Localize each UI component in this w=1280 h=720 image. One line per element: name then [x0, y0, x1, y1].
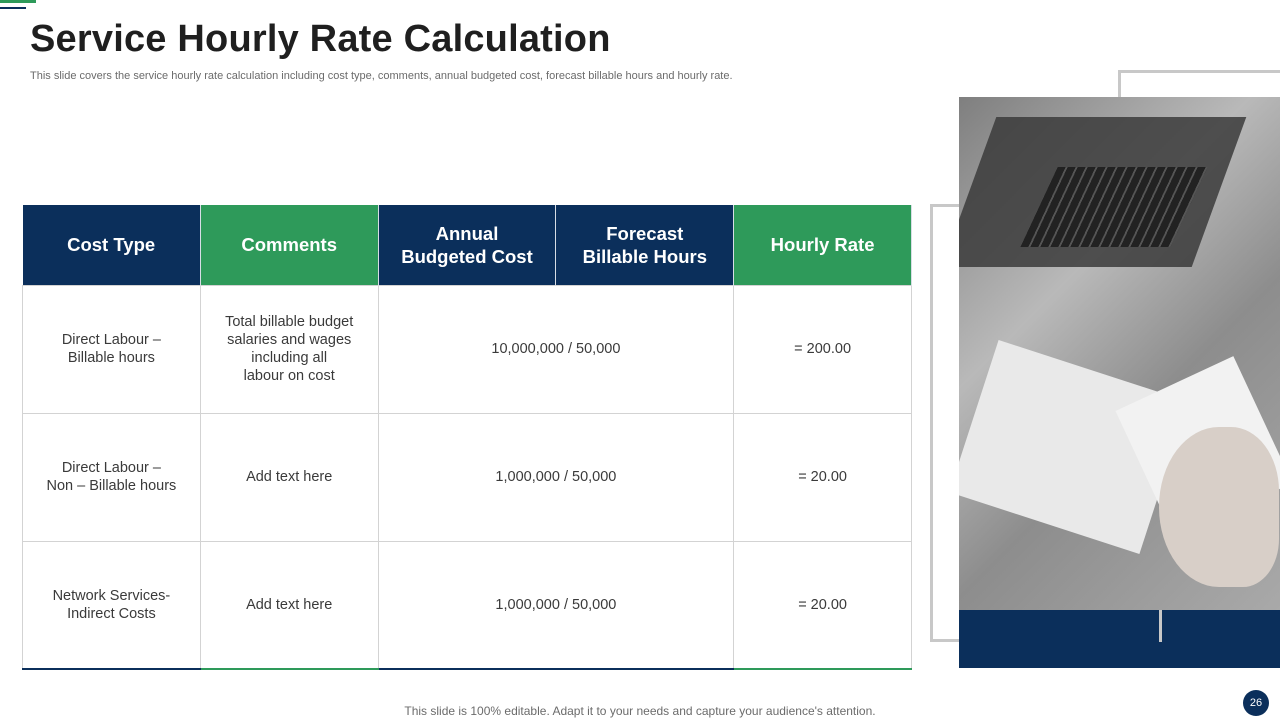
cell-comments: Total billable budget salaries and wages including all labour on cost — [200, 285, 378, 413]
footer-note: This slide is 100% editable. Adapt it to your needs and capture your audience's attention. — [404, 704, 876, 718]
cell-cost-type: Direct Labour – Billable hours — [23, 285, 201, 413]
navy-accent-block — [959, 610, 1280, 668]
table-header-row — [23, 205, 912, 285]
header-comments: Comments — [200, 205, 378, 285]
table-row — [23, 541, 912, 669]
rate-table — [22, 205, 912, 670]
accent-line-navy — [0, 7, 26, 9]
header-cost-type: Cost Type — [23, 205, 201, 285]
cell-cost-type: Network Services- Indirect Costs — [23, 541, 201, 669]
cell-calculation: 1,000,000 / 50,000 — [378, 413, 734, 541]
cell-comments: Add text here — [200, 413, 378, 541]
decorative-frame-top — [1118, 70, 1280, 98]
page-subtitle: This slide covers the service hourly rate calculation including cost type, comments, annual budgeted cost, forecast billable hours and hourly rate. — [30, 70, 733, 82]
cell-hourly-rate: = 20.00 — [734, 413, 912, 541]
table-row — [23, 413, 912, 541]
header-hourly-rate: Hourly Rate — [734, 205, 912, 285]
header-forecast-billable-hours: Forecast Billable Hours — [556, 205, 734, 285]
office-desk-photo — [959, 97, 1280, 610]
cell-calculation: 1,000,000 / 50,000 — [378, 541, 734, 669]
page-title: Service Hourly Rate Calculation — [30, 18, 611, 60]
decorative-frame-edge — [1159, 610, 1162, 642]
rate-table-container — [22, 205, 912, 668]
cell-hourly-rate: = 200.00 — [734, 285, 912, 413]
cell-hourly-rate: = 20.00 — [734, 541, 912, 669]
table-row — [23, 285, 912, 413]
header-annual-budgeted-cost: Annual Budgeted Cost — [378, 205, 556, 285]
cell-calculation: 10,000,000 / 50,000 — [378, 285, 734, 413]
page-number-badge: 26 — [1243, 690, 1269, 716]
hand-shape — [1159, 427, 1279, 587]
accent-line-green — [0, 0, 36, 3]
cell-comments: Add text here — [200, 541, 378, 669]
cell-cost-type: Direct Labour – Non – Billable hours — [23, 413, 201, 541]
